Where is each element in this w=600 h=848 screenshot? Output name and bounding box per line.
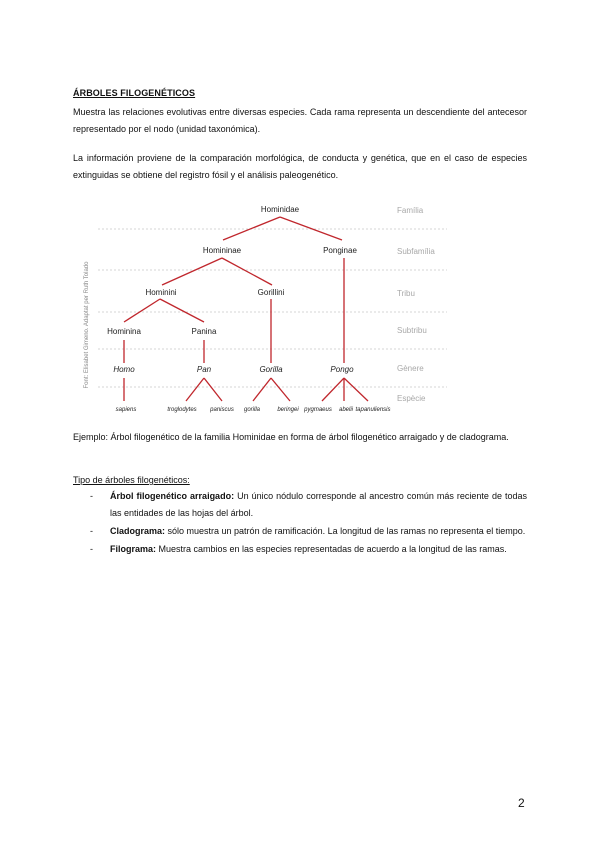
- type-term: Árbol filogenético arraigado:: [110, 491, 235, 501]
- rank-label-genus: Gènere: [397, 364, 424, 373]
- type-description: Muestra cambios en las especies representadas de acuerdo a la longitud de las ramas.: [156, 544, 507, 554]
- branch-hominini-hominina: [124, 299, 160, 322]
- rank-label-subfamily: Subfamília: [397, 247, 435, 256]
- node-genus-gorilla: Gorilla: [259, 365, 283, 374]
- branch-family-homininae: [223, 217, 280, 240]
- rank-label-subtribe: Subtribu: [397, 326, 427, 335]
- page-title: ÁRBOLES FILOGENÉTICOS: [73, 88, 196, 98]
- branch-gorilla-beringei: [271, 378, 290, 401]
- types-list: [73, 488, 527, 559]
- node-genus-homo: Homo: [113, 365, 135, 374]
- type-description: Un único nódulo corresponde al ancestro común más reciente de todas las entidades de las hojas del árbol.: [110, 491, 527, 518]
- node-subfamily-homininae: Homininae: [202, 246, 242, 255]
- branch-gorilla-gorilla: [253, 378, 271, 401]
- node-subtribe-hominina: Hominina: [107, 327, 141, 336]
- node-tribe-gorillini: Gorillini: [257, 288, 285, 297]
- list-dash: -: [90, 526, 93, 536]
- node-genus-pan: Pan: [196, 365, 212, 374]
- branch-homininae-gorillini: [222, 258, 272, 285]
- node-subtribe-panina: Panina: [191, 327, 217, 336]
- node-genus-pongo: Pongo: [330, 365, 354, 374]
- branch-homininae-hominini: [162, 258, 222, 285]
- list-item: [73, 523, 527, 540]
- type-term: Cladograma:: [110, 526, 166, 536]
- species-label: beringei: [277, 407, 299, 413]
- branch-pan-troglodytes: [186, 378, 204, 401]
- rank-label-family: Família: [397, 206, 424, 215]
- species-label: abelii: [338, 407, 354, 413]
- species-label: troglodytes: [167, 407, 197, 413]
- types-heading: Tipo de árboles filogenéticos:: [73, 475, 190, 485]
- type-description: sólo muestra un patrón de ramificación. La longitud de las ramas no representa el tiempo.: [165, 526, 526, 536]
- species-label: pygmaeus: [304, 407, 332, 413]
- node-family: Hominidae: [260, 205, 300, 214]
- rank-separators: [98, 229, 447, 387]
- type-term: Filograma:: [110, 544, 157, 554]
- list-dash: -: [90, 544, 93, 554]
- figure-credit: Font: Elisabet Gimeno. Adaptat per Ruth Tolado: [84, 261, 90, 389]
- list-item: [73, 488, 527, 522]
- intro-paragraph: Muestra las relaciones evolutivas entre diversas especies. Cada rama representa un descendiente del antecesor representado por el nodo (unidad taxonómica).: [73, 107, 527, 134]
- species-label: gorilla: [243, 407, 261, 413]
- rank-label-species: Espècie: [397, 394, 426, 403]
- figure-caption: Ejemplo: Árbol filogenético de la familia Hominidae en forma de árbol filogenético arraigado y de cladograma.: [73, 432, 509, 442]
- branch-pan-paniscus: [204, 378, 222, 401]
- branch-family-ponginae: [280, 217, 342, 240]
- list-dash: -: [90, 491, 93, 501]
- node-subfamily-ponginae: Ponginae: [323, 246, 357, 255]
- list-item: [73, 541, 527, 558]
- species-label: sapiens: [115, 407, 137, 413]
- page-number: 2: [518, 796, 525, 810]
- rank-label-tribe: Tribu: [397, 289, 415, 298]
- node-tribe-hominini: Hominini: [145, 288, 177, 297]
- species-label: tapanuliensis: [355, 407, 391, 413]
- branch-pongo-pygmaeus: [322, 378, 344, 401]
- branch-hominini-panina: [160, 299, 204, 322]
- branch-pongo-tapanuliensis: [344, 378, 368, 401]
- species-label: paniscus: [210, 407, 234, 413]
- source-paragraph: La información proviene de la comparación morfológica, de conducta y genética, que en el caso de especies extinguidas se obtiene del registro fósil y el análisis paleogenético.: [73, 153, 527, 180]
